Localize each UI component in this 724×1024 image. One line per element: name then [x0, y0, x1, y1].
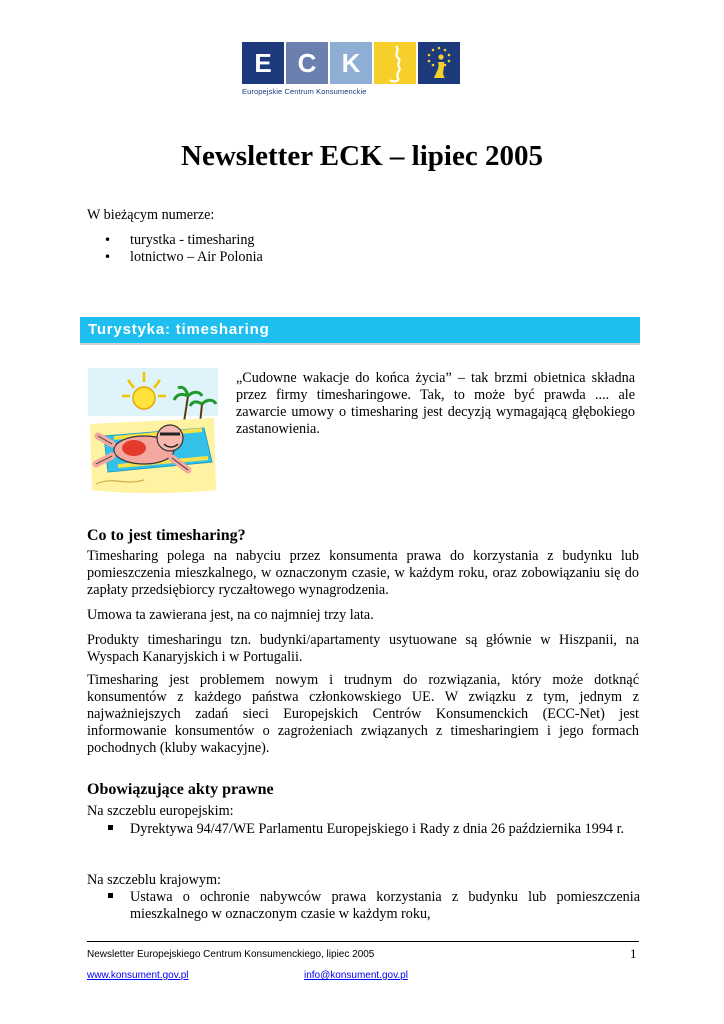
eck-logo — [242, 42, 482, 100]
list-item-text: Ustawa o ochronie nabywców prawa korzystania z budynku lub pomieszczenia mieszkalnego w oznaczonym czasie w każdym roku, — [130, 889, 640, 922]
sunbather-beach-clipart — [84, 366, 222, 496]
page-number: 1 — [630, 946, 637, 961]
subheading-what-is: Co to jest timesharing? — [87, 527, 246, 544]
logo-caption: Europejskie Centrum Konsumenckie — [242, 87, 367, 96]
footer-text: Newsletter Europejskiego Centrum Konsumenckiego, lipiec 2005 — [87, 949, 375, 960]
page-title: Newsletter ECK – lipiec 2005 — [181, 140, 543, 172]
paragraph: Timesharing jest problemem nowym i trudnym do rozwiązania, który może dotknąć konsumentów z każdego państwa członkowskiego UE. W związku z tym, jednym z najważniejszych zadań sieci Europejskich Centrów Konsumenckich (ECC-Net) jest informowanie konsumentów o zagrożeniach związanych z timesharingiem i jego formach pochodnych (kluby wakacyjne). — [87, 672, 639, 756]
section-heading: Turystyka: timesharing — [88, 321, 270, 338]
section-header-bar — [80, 317, 640, 345]
contents-list — [104, 232, 263, 266]
logo-letter-c: C — [286, 42, 328, 84]
logo-tiles — [242, 42, 482, 84]
logo-letter-k: K — [330, 42, 372, 84]
european-level-label: Na szczeblu europejskim: — [87, 803, 234, 819]
logo-letter-e: E — [242, 42, 284, 84]
paragraph: Timesharing polega na nabyciu przez konsumenta prawa do korzystania z budynku lub pomieszczenia mieszkalnego, w oznaczonym czasie, w każdym roku, oraz zobowiązaniu się do zapłaty przedsiębiorcy ryczałtowego wynagrodzenia. — [87, 548, 639, 598]
national-level-label: Na szczeblu krajowym: — [87, 872, 221, 888]
email-link[interactable]: info@konsument.gov.pl — [304, 970, 408, 981]
square-bullet-icon — [108, 893, 113, 898]
footer-divider — [87, 941, 639, 942]
paragraph: Produkty timesharingu tzn. budynki/apartamenty usytuowane są głównie w Hiszpanii, na Wyspach Kanaryjskich i w Portugalii. — [87, 632, 639, 665]
contents-item: • lotnictwo – Air Polonia — [104, 249, 263, 266]
list-item-text: Dyrektywa 94/47/WE Parlamentu Europejskiego i Rady z dnia 26 października 1994 r. — [130, 821, 625, 837]
face-profile-icon — [374, 42, 416, 84]
square-bullet-icon — [108, 825, 113, 830]
intro-text: W bieżącym numerze: — [87, 207, 215, 223]
website-link[interactable]: www.konsument.gov.pl — [87, 970, 189, 981]
paragraph: Umowa ta zawierana jest, na co najmniej trzy lata. — [87, 607, 374, 623]
eu-stars-info-icon — [418, 42, 460, 84]
contents-item: • turystka - timesharing — [104, 232, 263, 249]
quote-paragraph: „Cudowne wakacje do końca życia” – tak brzmi obietnica składna przez firmy timesharingowe. Tak, to może być prawda .... ale zawarcie umowy o timesharing jest decyzją wymagającą głębokiego zastanowienia. — [236, 370, 635, 437]
subheading-laws: Obowiązujące akty prawne — [87, 781, 274, 798]
